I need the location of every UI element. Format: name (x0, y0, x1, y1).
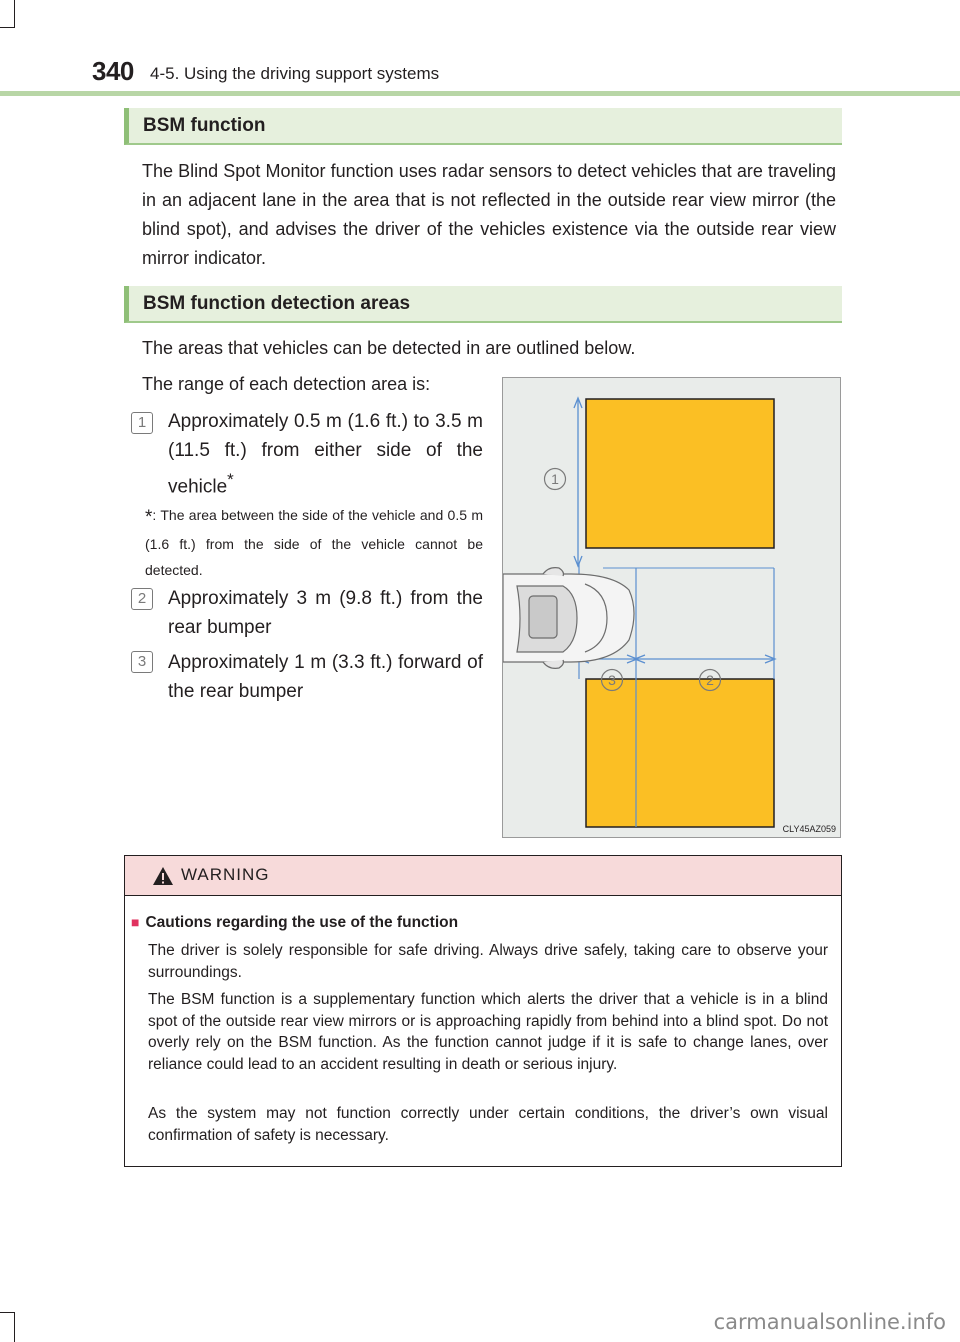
range-item-1 (168, 407, 483, 501)
warning-triangle-icon (152, 866, 174, 886)
section-title: BSM function detection areas (143, 293, 411, 314)
page-number: 340 (92, 56, 134, 86)
square-bullet-icon: ■ (131, 914, 140, 930)
range-item-text: Approximately 0.5 m (1.6 ft.) to 3.5 m (11.5 ft.) from either side of the vehicle (168, 411, 483, 498)
warning-subheading (131, 914, 458, 932)
footnote-text: : The area between the side of the vehicle and 0.5 m (1.6 ft.) from the side of the vehicle cannot be detected. (145, 507, 483, 578)
warning-title: WARNING (181, 865, 270, 884)
bsm-description: The Blind Spot Monitor function uses radar sensors to detect vehicles that are traveling in an adjacent lane in the area that is not reflected in the outside rear view mirror (the blind spot), and advises the driver of the vehicles existence via the outside rear view mirror indicator. (142, 161, 836, 268)
detection-intro: The areas that vehicles can be detected in are outlined below. (142, 338, 636, 358)
footnote-mark: * (227, 470, 234, 489)
warning-header (125, 856, 841, 896)
warning-subheading-text: Cautions regarding the use of the function (145, 914, 459, 931)
item-badge-1: 1 (131, 412, 153, 434)
callout-label: 3 (608, 672, 616, 688)
range-item-3: Approximately 1 m (3.3 ft.) forward of the rear bumper (168, 652, 483, 702)
section-heading-detection-areas (124, 286, 842, 323)
crop-mark (0, 1312, 14, 1313)
detection-zone-side (586, 399, 774, 548)
diagram-illustration (503, 378, 841, 838)
header-rule (0, 91, 960, 96)
warning-box (124, 855, 842, 1167)
car-top-view (503, 568, 634, 669)
section-title: BSM function (143, 115, 266, 136)
crop-mark (14, 0, 15, 28)
item-badge-3: 3 (131, 651, 153, 673)
callout-label: 2 (706, 672, 714, 688)
crop-mark (0, 27, 14, 28)
watermark: carmanualsonline.info (713, 1310, 946, 1334)
footnote (145, 502, 483, 583)
section-heading-bsm-function (124, 108, 842, 145)
detection-zone-rear (586, 679, 774, 827)
warning-paragraph: The BSM function is a supplementary function which alerts the driver that a vehicle is in a blind spot of the outside rear view mirrors or is approaching rapidly from behind into a blind spot. Do not overly rely on the BSM function. As the function cannot judge if it is safe to change lanes, over reliance could lead to an accident resulting in death or serious injury. (148, 991, 828, 1073)
range-item-2: Approximately 3 m (9.8 ft.) from the rear bumper (168, 588, 483, 638)
diagram-code: CLY45AZ059 (782, 824, 836, 834)
warning-paragraph: The driver is solely responsible for safe driving. Always drive safely, taking care to observe your surroundings. (148, 942, 828, 981)
section-path: 4-5. Using the driving support systems (150, 64, 440, 83)
crop-mark (14, 1312, 15, 1342)
footnote-asterisk: * (145, 507, 153, 528)
callout-label: 1 (551, 471, 559, 487)
detection-area-diagram (502, 377, 841, 838)
range-intro: The range of each detection area is: (142, 374, 431, 394)
warning-paragraph: As the system may not function correctly under certain conditions, the driver’s own visual confirmation of safety is necessary. (148, 1105, 828, 1144)
item-badge-2: 2 (131, 588, 153, 610)
